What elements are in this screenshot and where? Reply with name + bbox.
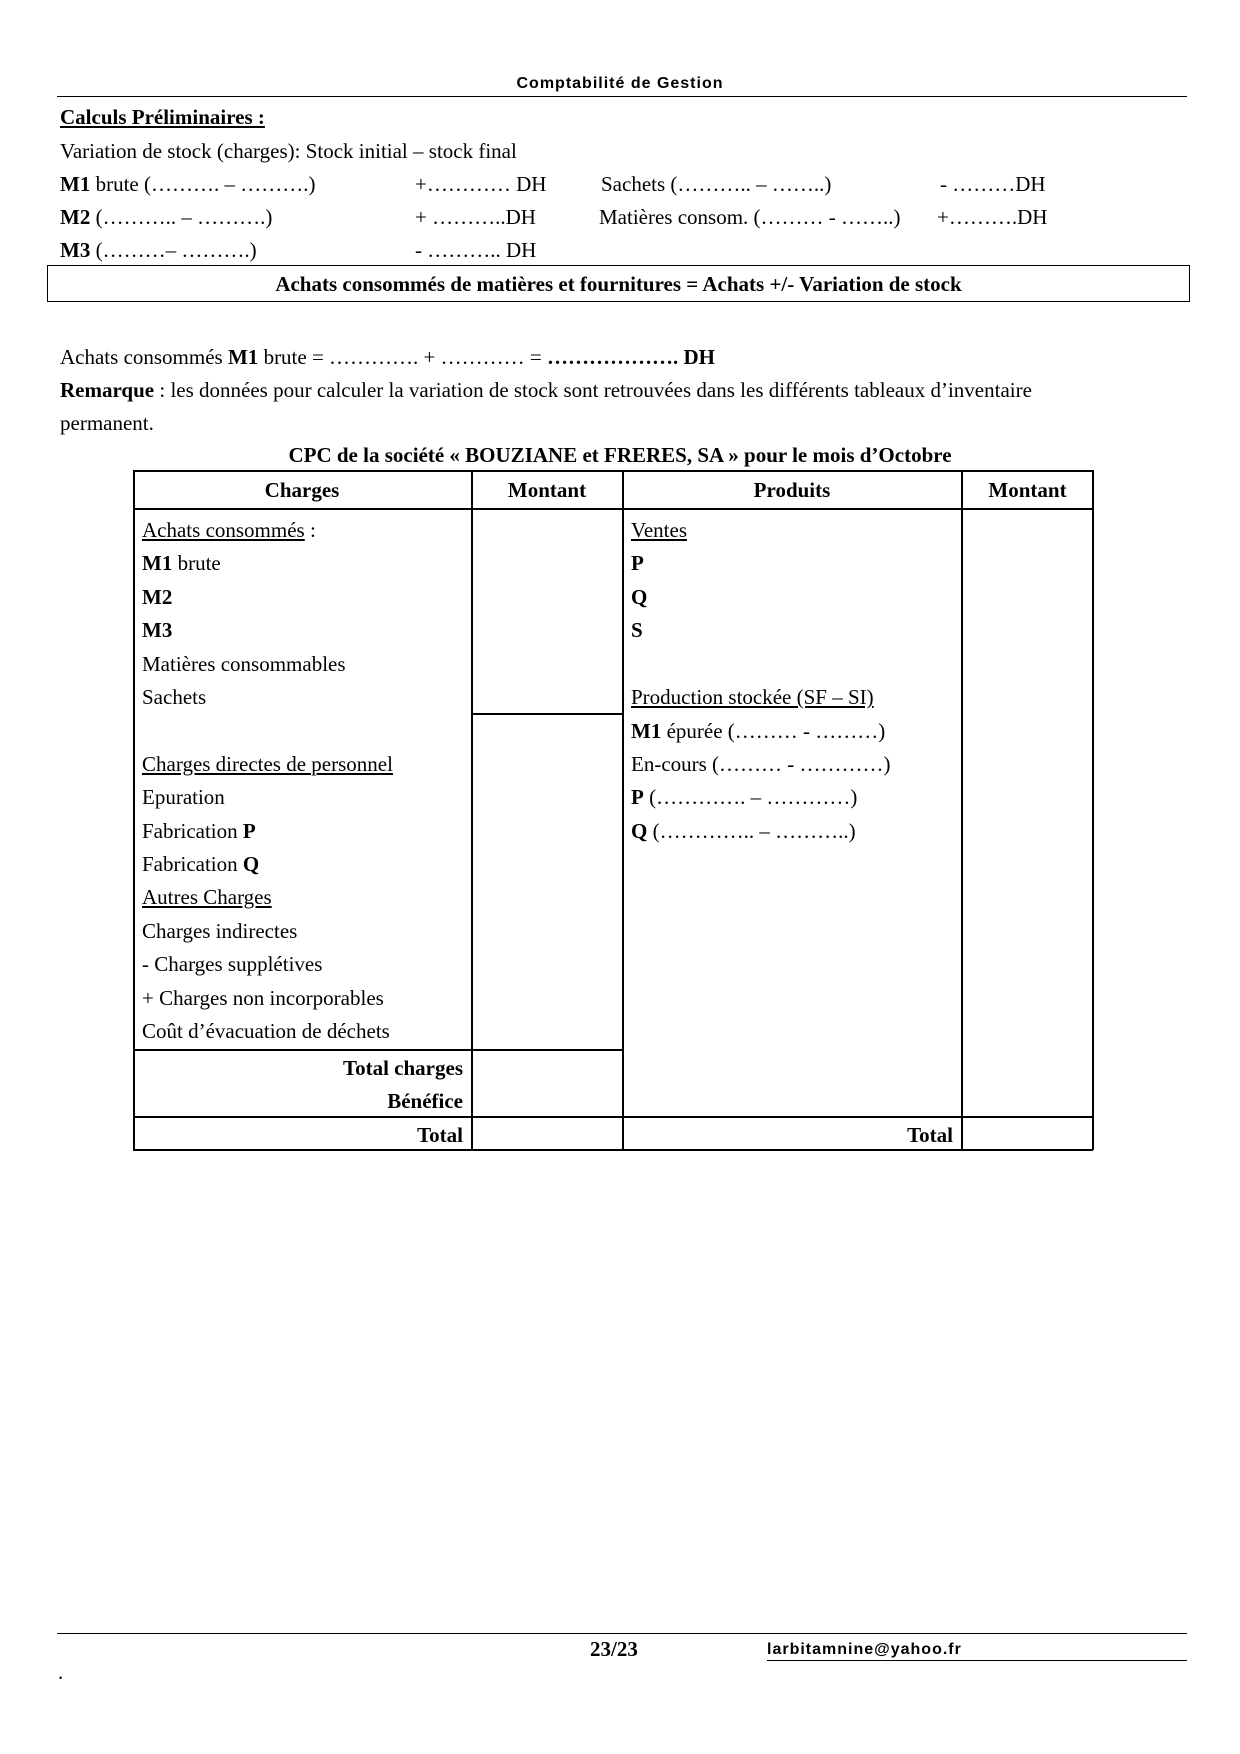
charges-fabrication-p xyxy=(142,819,256,843)
calc-m1-label: M1 xyxy=(60,172,91,196)
achats-m1-label: M1 xyxy=(227,345,259,369)
calc-m2-value: + ………..DH xyxy=(415,205,536,229)
produits-m1-rest: épurée (……… - ………) xyxy=(661,719,886,743)
page-header-title: Comptabilité de Gestion xyxy=(516,75,724,92)
charges-sachets: Sachets xyxy=(142,685,207,709)
charges-m1-brute xyxy=(142,551,221,575)
col-header-montant-produits: Montant xyxy=(988,478,1067,502)
produits-p-stock xyxy=(631,785,857,809)
table-border-bottom xyxy=(133,1149,1093,1151)
remarque-line-1 xyxy=(60,378,1032,402)
calc-row-m2 xyxy=(60,205,272,229)
cpc-caption: CPC de la société « BOUZIANE et FRERES, SA » pour le mois d’Octobre xyxy=(288,443,952,467)
calc-m3-value: - ……….. DH xyxy=(415,238,537,262)
achats-title-text: Achats consommés xyxy=(142,518,305,542)
charges-epuration: Epuration xyxy=(142,785,225,809)
charges-achats-title xyxy=(142,518,316,542)
produits-q-label: Q xyxy=(631,819,648,843)
total-produits-label: Total xyxy=(907,1123,953,1147)
total-charges-side-label: Total xyxy=(417,1123,463,1147)
benefice-label: Bénéfice xyxy=(387,1089,463,1113)
charges-fabrication-q xyxy=(142,852,259,876)
cpc-table xyxy=(133,470,1093,1150)
fab-p-label: P xyxy=(242,819,256,843)
charges-non-incorporables: + Charges non incorporables xyxy=(142,986,384,1010)
charges-autres-title: Autres Charges xyxy=(142,885,272,909)
formula-box: Achats consommés de matières et fournitures = Achats +/- Variation de stock xyxy=(47,265,1190,302)
header-row-divider xyxy=(133,508,1093,510)
fab-p-prefix: Fabrication xyxy=(142,819,243,843)
charges-personnel-title: Charges directes de personnel xyxy=(142,752,393,776)
achats-prefix: Achats consommés xyxy=(60,345,228,369)
remarque-label: Remarque xyxy=(60,378,155,402)
footer-dot: . xyxy=(58,1660,64,1684)
total-row-divider xyxy=(133,1116,1093,1118)
montant-achats-divider xyxy=(472,713,623,715)
charges-matieres: Matières consommables xyxy=(142,652,346,676)
achats-title-colon: : xyxy=(304,518,316,542)
col-header-montant-charges: Montant xyxy=(507,478,587,502)
produits-p-rest: (…………. – …………) xyxy=(643,785,858,809)
fab-q-prefix: Fabrication xyxy=(142,852,243,876)
calc-sachets-value: - ………DH xyxy=(940,172,1046,196)
achats-mid: brute = …………. + ………… = xyxy=(258,345,547,369)
achats-m1-line xyxy=(60,345,715,369)
calc-m3-label: M3 xyxy=(60,238,91,262)
header-divider xyxy=(57,96,1187,97)
remarque-text: : les données pour calculer la variation de stock sont retrouvées dans les différents tableaux d’inventaire xyxy=(154,378,1032,402)
total-charges-label: Total charges xyxy=(343,1056,463,1080)
charges-m2: M2 xyxy=(142,585,173,609)
produits-q-stock xyxy=(631,819,856,843)
produits-m1-label: M1 xyxy=(631,719,662,743)
table-border-top xyxy=(133,470,1093,472)
col-header-charges: Charges xyxy=(264,478,340,502)
col-divider-3 xyxy=(961,470,963,1150)
calc-sachets: Sachets (……….. – ……..) xyxy=(601,172,832,196)
calc-m2-formula: (……….. – ……….) xyxy=(90,205,273,229)
calc-matieres: Matières consom. (……… - ……..) xyxy=(599,205,901,229)
calc-row-m3 xyxy=(60,238,257,262)
produits-q: Q xyxy=(631,585,648,609)
calc-m1-formula: brute (………. – ……….) xyxy=(90,172,316,196)
table-border-left xyxy=(133,470,135,1150)
charges-m1-label: M1 xyxy=(142,551,173,575)
author-email: larbitamnine@yahoo.fr xyxy=(767,1640,1187,1661)
remarque-line-2: permanent. xyxy=(60,411,154,435)
footer-divider xyxy=(57,1633,1187,1634)
produits-s: S xyxy=(631,618,643,642)
produits-encours: En-cours (……… - …………) xyxy=(631,752,891,776)
fab-q-label: Q xyxy=(242,852,260,876)
variation-definition: Variation de stock (charges): Stock initial – stock final xyxy=(60,139,517,163)
charges-suppletives: - Charges supplétives xyxy=(142,952,323,976)
charges-m3: M3 xyxy=(142,618,173,642)
charges-evacuation: Coût d’évacuation de déchets xyxy=(142,1019,390,1043)
calc-row-m1 xyxy=(60,172,315,196)
charges-indirectes: Charges indirectes xyxy=(142,919,298,943)
calc-matieres-value: +……….DH xyxy=(937,205,1048,229)
col-divider-1 xyxy=(471,470,473,1150)
page-number: 23/23 xyxy=(590,1637,638,1661)
calc-m2-label: M2 xyxy=(60,205,91,229)
produits-p-label: P xyxy=(631,785,644,809)
table-border-right xyxy=(1092,470,1094,1150)
col-divider-2 xyxy=(622,470,624,1150)
calc-m3-formula: (………– ……….) xyxy=(90,238,257,262)
achats-result: ………………. DH xyxy=(547,345,715,369)
calculs-heading: Calculs Préliminaires : xyxy=(60,105,265,129)
charges-m1-rest: brute xyxy=(172,551,221,575)
calc-m1-value: +………… DH xyxy=(415,172,547,196)
total-charges-divider xyxy=(133,1049,623,1051)
produits-production-stockee-title: Production stockée (SF – SI) xyxy=(631,685,874,709)
produits-p: P xyxy=(631,551,644,575)
produits-m1-epuree xyxy=(631,719,885,743)
produits-ventes-title: Ventes xyxy=(631,518,687,542)
col-header-produits: Produits xyxy=(753,478,831,502)
produits-q-rest: (………….. – ………..) xyxy=(647,819,856,843)
